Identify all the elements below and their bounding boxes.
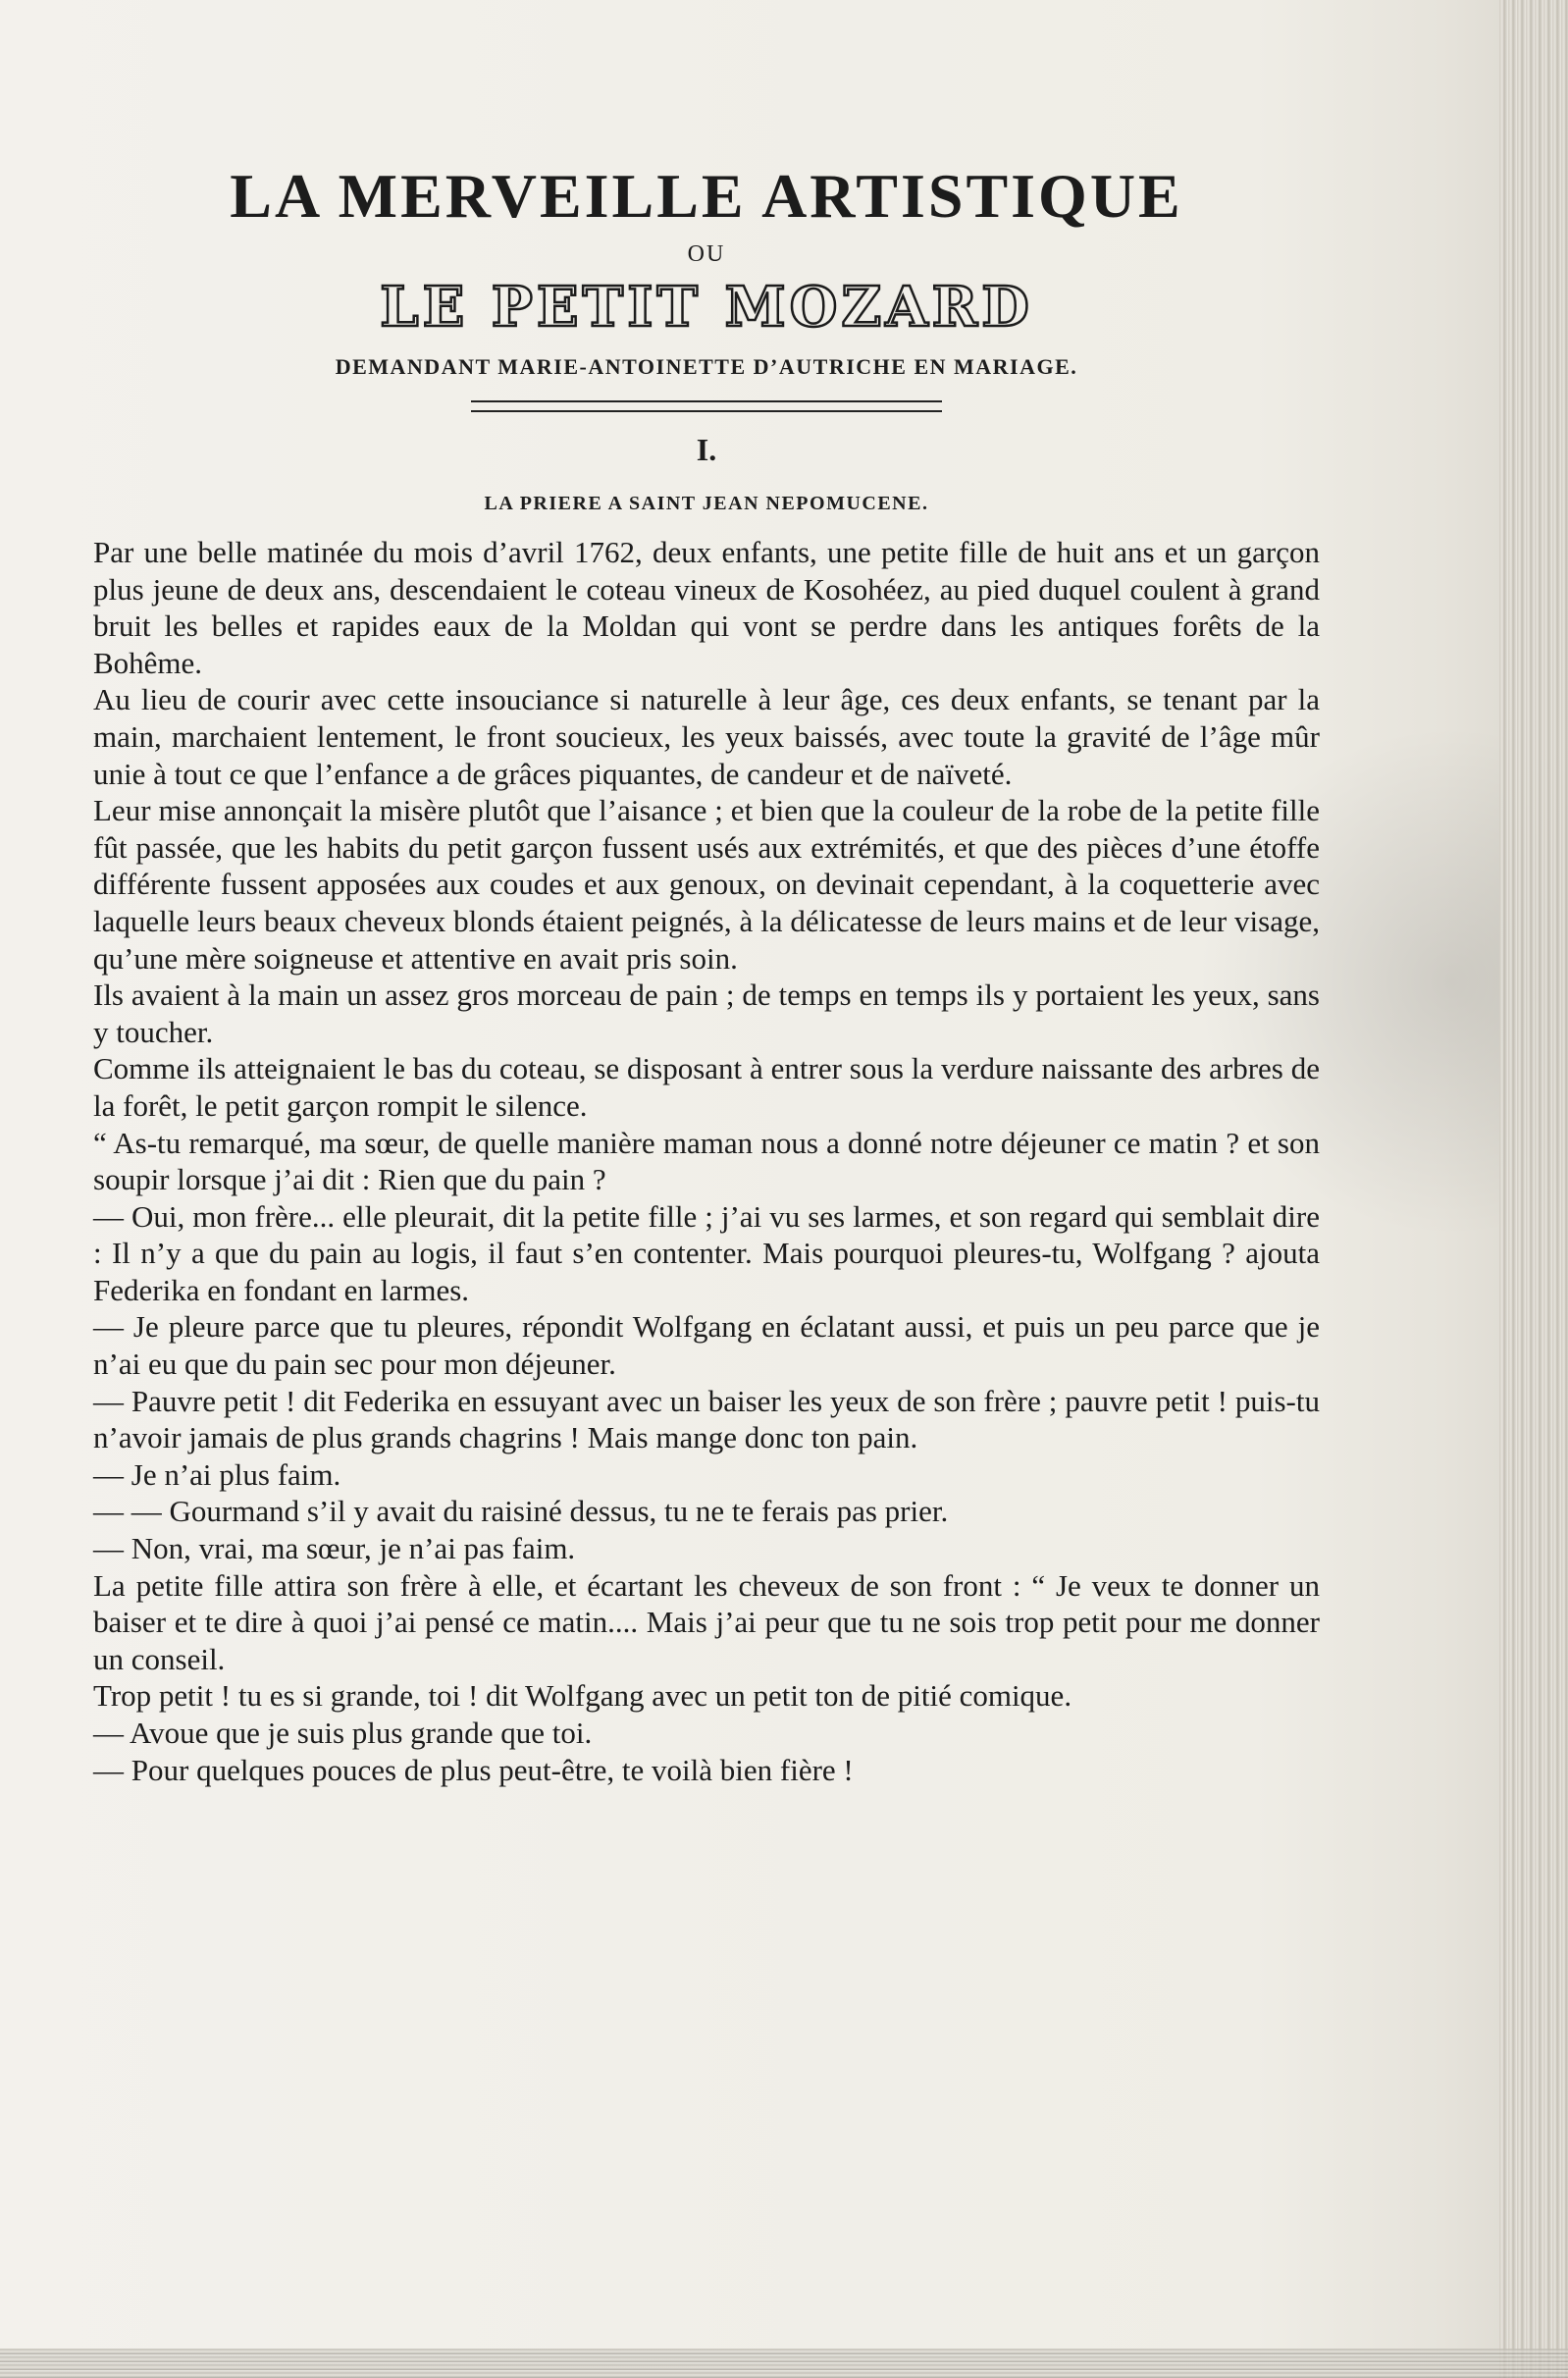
paragraph-11: — — Gourmand s’il y avait du raisiné dessus, tu ne te ferais pas prier. (93, 1494, 949, 1529)
paragraph-2: Au lieu de courir avec cette insouciance si naturelle à leur âge, ces deux enfants, se tenant par la main, marchaient lentement, le front soucieux, les yeux baissés, avec toute la gravité de l’âge mûr unie à tout ce que l’enfance a de grâces piquantes, de candeur et de naïveté. (93, 682, 1320, 791)
document-content (93, 157, 1320, 1788)
paragraph-12: — Non, vrai, ma sœur, je n’ai pas faim. (93, 1531, 576, 1566)
paragraph-15: — Avoue que je suis plus grande que toi. (93, 1716, 593, 1750)
paragraph-10: — Je n’ai plus faim. (93, 1456, 341, 1492)
paragraph-13: La petite fille attira son frère à elle, et écartant les cheveux de son front : “ Je veux te donner un baiser et te dire à quoi j’ai pensé ce matin.... Mais j’ai peur que tu ne sois trop petit pour me donner un conseil. (93, 1567, 1320, 1676)
page-binding-edge (1499, 0, 1568, 2378)
paragraph-1: Par une belle matinée du mois d’avril 1762, deux enfants, une petite fille de huit ans et un garçon plus jeune de deux ans, descendaient le coteau vineux de Kosohéez, au pied duquel coulent à grand bruit les belles et rapides eaux de la Moldan qui vont se perdre dans les antiques forêts de la Bohême. (93, 535, 1320, 680)
body-text (93, 534, 1320, 1788)
paragraph-14: Trop petit ! tu es si grande, toi ! dit Wolfgang avec un petit ton de pitié comique. (93, 1678, 1072, 1714)
title-rule-divider (471, 400, 942, 412)
paragraph-9: — Pauvre petit ! dit Federika en essuyant avec un baiser les yeux de son frère ; pauvre petit ! puis-tu n’avoir jamais de plus grands chagrins ! Mais mange donc ton pain. (93, 1383, 1320, 1455)
chapter-title: LA PRIERE A SAINT JEAN NEPOMUCENE. (484, 493, 929, 514)
paragraph-4: Ils avaient à la main un assez gros morceau de pain ; de temps en temps ils y portaient les yeux, sans y toucher. (93, 978, 1320, 1049)
paragraph-16: — Pour quelques pouces de plus peut-être, te voilà bien fière ! (93, 1752, 854, 1787)
paragraph-8: — Je pleure parce que tu pleures, répondit Wolfgang en éclatant aussi, et puis un peu parce que je n’ai eu que du pain sec pour mon déjeuner. (93, 1309, 1320, 1382)
paragraph-6: “ As-tu remarqué, ma sœur, de quelle manière maman nous a donné notre déjeuner ce matin ? et son soupir lorsque j’ai dit : Rien que du pain ? (93, 1125, 1320, 1197)
paragraph-3: Leur mise annonçait la misère plutôt que l’aisance ; et bien que la couleur de la robe de la petite fille fût passée, que les habits du petit garçon fussent usés aux extrémités, et que des pièces d’une étoffe différente fussent apposées aux coudes et aux genoux, on devinait cependant, à la coquetterie avec laquelle leurs beaux cheveux blonds étaient peignés, à la délicatesse de leurs mains et de leur visage, qu’une mère soigneuse et attentive en avait pris soin. (93, 793, 1320, 976)
paragraph-7: — Oui, mon frère... elle pleurait, dit la petite fille ; j’ai vu ses larmes, et son regard qui semblait dire : Il n’y a que du pain au logis, il faut s’en contenter. Mais pourquoi pleures-tu, Wolfgang ? ajouta Federika en fondant en larmes. (93, 1198, 1320, 1307)
main-title: LA MERVEILLE ARTISTIQUE (230, 161, 1183, 231)
paragraph-5: Comme ils atteignaient le bas du coteau, se disposant à entrer sous la verdure naissante des arbres de la forêt, le petit garçon rompit le silence. (93, 1051, 1320, 1123)
page-bottom-edge (0, 2349, 1568, 2378)
subtitle: LE PETIT MOZARD (380, 275, 1033, 340)
subtitle-secondary: DEMANDANT MARIE-ANTOINETTE D’AUTRICHE EN MARIAGE. (335, 354, 1078, 379)
title-connector: OU (687, 241, 726, 267)
chapter-number: I. (696, 432, 717, 467)
